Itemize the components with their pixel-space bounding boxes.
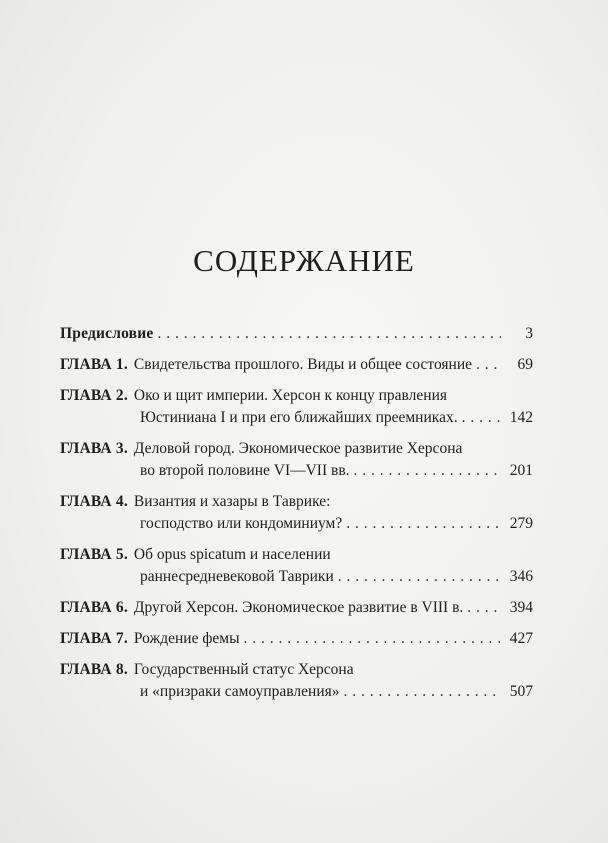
toc-page-number: 394 (509, 599, 533, 616)
toc-leader-dots (338, 566, 501, 588)
toc-chapter-title: Рождение фемы (133, 630, 240, 647)
toc-leader-dots (476, 354, 501, 376)
toc-entry-chapter-4 (60, 491, 533, 535)
toc-chapter-title: Государственный статус Херсона (133, 661, 354, 678)
toc-chapter-title: Око и щит империи. Херсон к концу правления (133, 387, 448, 404)
table-of-contents (60, 323, 533, 703)
toc-leader-dots (462, 407, 501, 429)
toc-entry-chapter-6 (60, 597, 533, 619)
toc-chapter-title: Свидетельства прошлого. Виды и общее состояние (133, 356, 473, 373)
toc-entry-preface (60, 323, 533, 345)
toc-chapter-title: Деловой город. Экономическое развитие Херсона (133, 440, 463, 457)
page-title: СОДЕРЖАНИЕ (193, 243, 415, 278)
toc-chapter-label: ГЛАВА 4. (60, 493, 128, 510)
toc-entry-chapter-8 (60, 659, 533, 703)
toc-leader-dots (354, 460, 501, 482)
toc-leader-dots (157, 323, 501, 345)
toc-leader-dots (344, 681, 501, 703)
toc-chapter-title: Византия и хазары в Таврике: (133, 493, 331, 510)
toc-page-number: 142 (509, 409, 533, 426)
toc-chapter-title-continued: во второй половине VI—VII вв. (140, 462, 350, 479)
toc-chapter-title: Другой Херсон. Экономическое развитие в VIII в. (133, 599, 464, 616)
toc-page-number: 346 (509, 568, 533, 585)
toc-chapter-label: ГЛАВА 1. (60, 356, 128, 373)
toc-page-number: 507 (509, 683, 533, 700)
toc-page-number: 201 (509, 462, 533, 479)
toc-leader-dots (467, 597, 501, 619)
toc-chapter-title-continued: и «призраки самоуправления» (140, 683, 340, 700)
toc-chapter-label: ГЛАВА 2. (60, 387, 128, 404)
toc-page-number: 3 (525, 325, 533, 342)
toc-chapter-title: Об opus spicatum и населении (133, 546, 331, 563)
toc-page-number: 69 (517, 356, 533, 373)
toc-entry-chapter-5 (60, 544, 533, 588)
toc-chapter-label: ГЛАВА 3. (60, 440, 128, 457)
toc-leader-dots (244, 628, 502, 650)
toc-page-number: 279 (509, 515, 533, 532)
toc-chapter-label: ГЛАВА 8. (60, 661, 128, 678)
toc-chapter-label: ГЛАВА 7. (60, 630, 128, 647)
toc-entry-chapter-3 (60, 438, 533, 482)
toc-page-number: 427 (509, 630, 533, 647)
toc-preface-label: Предисловие (60, 325, 154, 342)
toc-chapter-title-continued: раннесредневековой Таврики (140, 568, 334, 585)
toc-chapter-label: ГЛАВА 5. (60, 546, 128, 563)
toc-entry-chapter-2 (60, 385, 533, 429)
toc-chapter-label: ГЛАВА 6. (60, 599, 128, 616)
toc-leader-dots (346, 513, 501, 535)
toc-chapter-title-continued: господство или кондоминиум? (140, 515, 343, 532)
toc-chapter-title-continued: Юстиниана I и при его ближайших преемниках. (140, 409, 458, 426)
toc-entry-chapter-1 (60, 354, 533, 376)
toc-entry-chapter-7 (60, 628, 533, 650)
